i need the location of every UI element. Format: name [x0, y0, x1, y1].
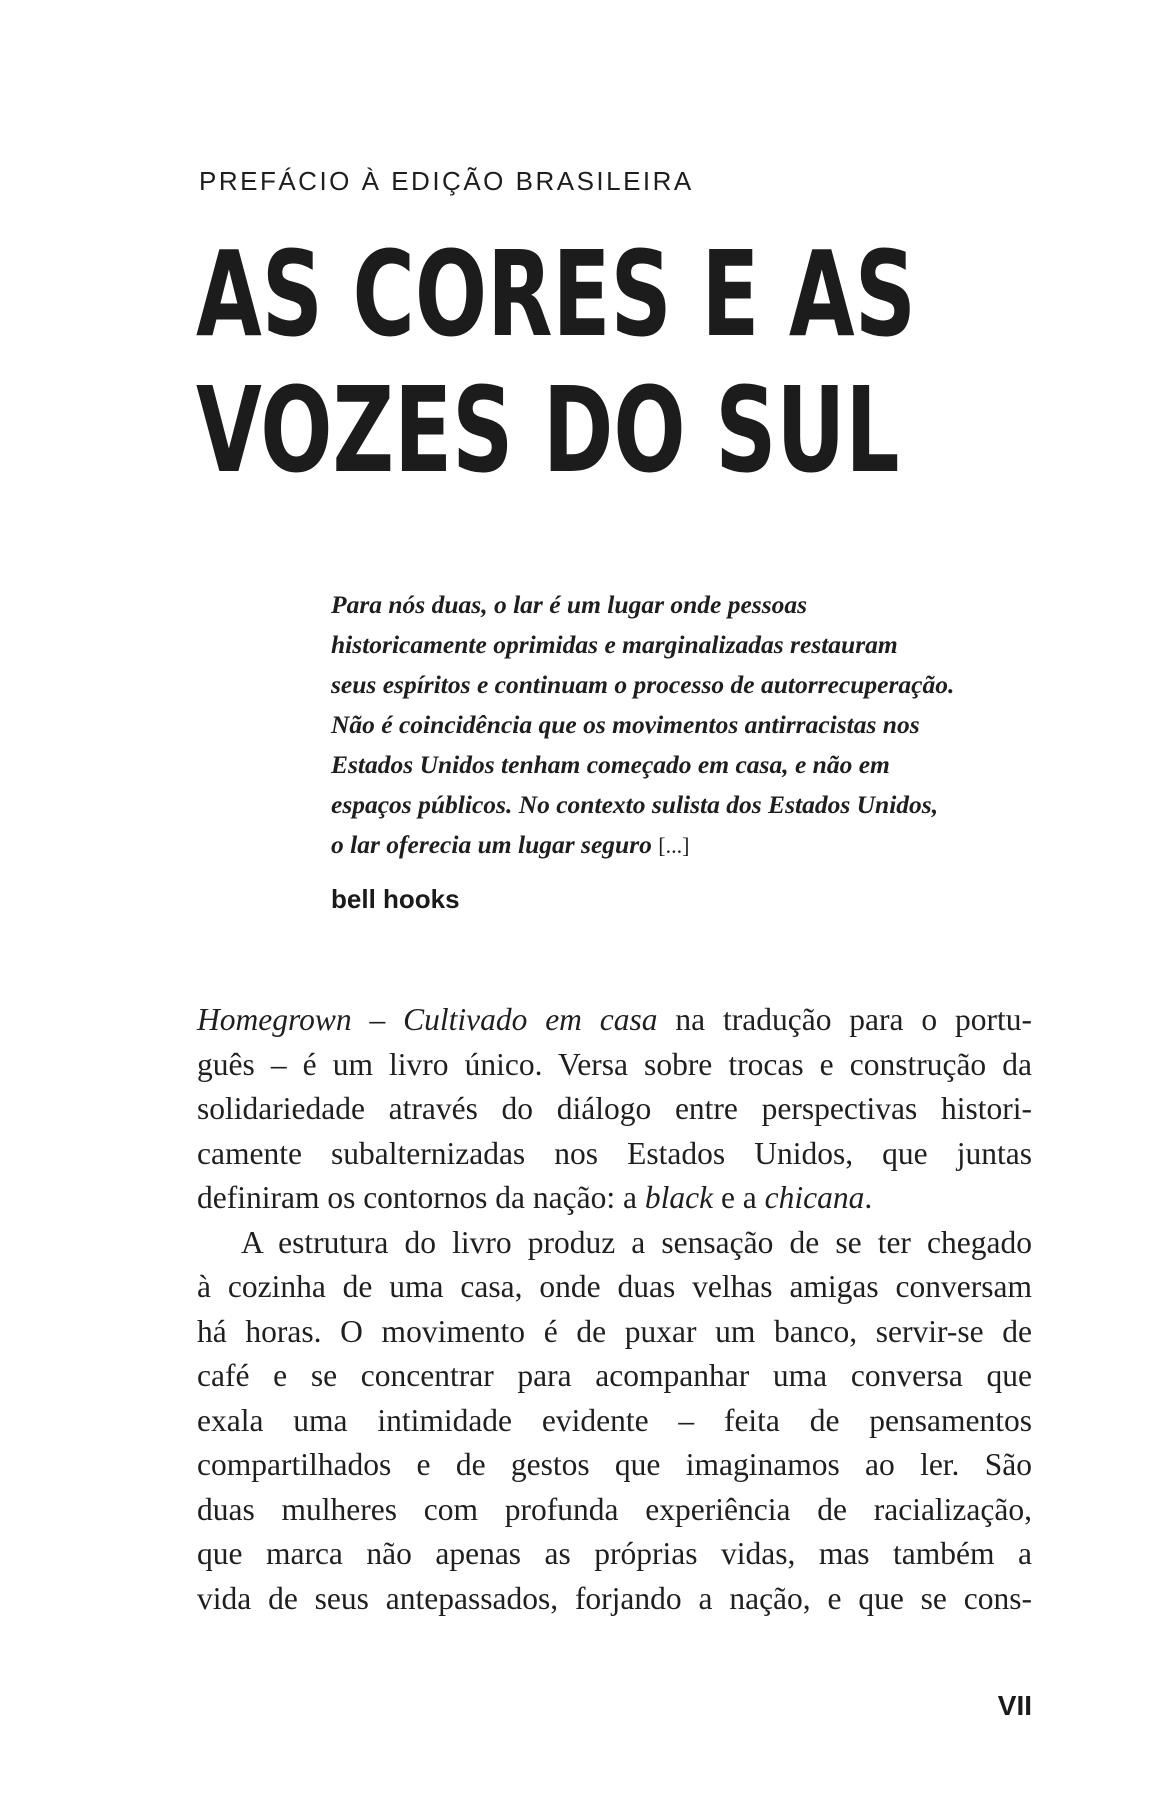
body-line: A estrutura do livro produz a sensação de se ter chegado [241, 1224, 1032, 1260]
term-black-italic: black [644, 1180, 714, 1215]
body-line: vida de seus antepassados, forjando a nação, e que se cons- [197, 1580, 1032, 1616]
body-line: solidariedade através do diálogo entre perspectivas histori- [197, 1091, 1032, 1126]
chapter-title-line-2: VOZES DO SUL [196, 361, 900, 499]
body-line-text: na tradução para o portu- [657, 1002, 1032, 1037]
epigraph-quote [331, 585, 1051, 866]
body-line: à cozinha de uma casa, onde duas velhas amigas conversam [197, 1269, 1032, 1304]
book-title-italic: Homegrown – Cultivado em casa [197, 1002, 658, 1037]
epigraph-line: espaços públicos. No contexto sulista dos Estados Unidos, [331, 790, 939, 819]
page-number: VII [997, 1690, 1032, 1721]
epigraph-line: Não é coincidência que os movimentos antirracistas nos [331, 710, 920, 739]
body-line-text: definiram os contornos da nação: a [197, 1180, 645, 1215]
body-line-text: e a [713, 1180, 765, 1215]
epigraph-line: historicamente oprimidas e marginalizadas restauram [331, 630, 898, 659]
body-line: há horas. O movimento é de puxar um banco, servir-se de [197, 1313, 1032, 1349]
body-line: compartilhados e de gestos que imaginamos ao ler. São [197, 1447, 1032, 1482]
epigraph-line: Estados Unidos tenham começado em casa, e não em [331, 750, 890, 779]
epigraph-attribution: bell hooks [331, 884, 460, 914]
epigraph-ellipsis: [...] [658, 833, 690, 858]
body-line [197, 998, 1032, 1043]
section-kicker: PREFÁCIO À EDIÇÃO BRASILEIRA [199, 166, 694, 196]
body-line: camente subalternizadas nos Estados Unidos, que juntas [197, 1135, 1032, 1171]
epigraph-line: Para nós duas, o lar é um lugar onde pessoas [331, 590, 808, 619]
epigraph-line: seus espíritos e continuam o processo de autorrecuperação. [331, 670, 955, 699]
body-line [197, 1176, 1032, 1221]
body-line: duas mulheres com profunda experiência de racialização, [197, 1491, 1032, 1527]
body-line: guês – é um livro único. Versa sobre trocas e construção da [197, 1046, 1032, 1082]
chapter-title [196, 226, 916, 498]
chapter-title-line-1: AS CORES E AS [196, 225, 916, 363]
epigraph-line-last [331, 825, 1051, 866]
term-chicana-italic: chicana [764, 1180, 865, 1215]
body-line: café e se concentrar para acompanhar uma conversa que [197, 1358, 1032, 1393]
body-line: que marca não apenas as próprias vidas, mas também a [197, 1536, 1032, 1571]
epigraph-line-text: o lar oferecia um lugar seguro [331, 830, 652, 859]
body-text [197, 998, 1032, 1621]
body-line-text: . [864, 1180, 873, 1215]
body-line: exala uma intimidade evidente – feita de pensamentos [197, 1402, 1032, 1438]
